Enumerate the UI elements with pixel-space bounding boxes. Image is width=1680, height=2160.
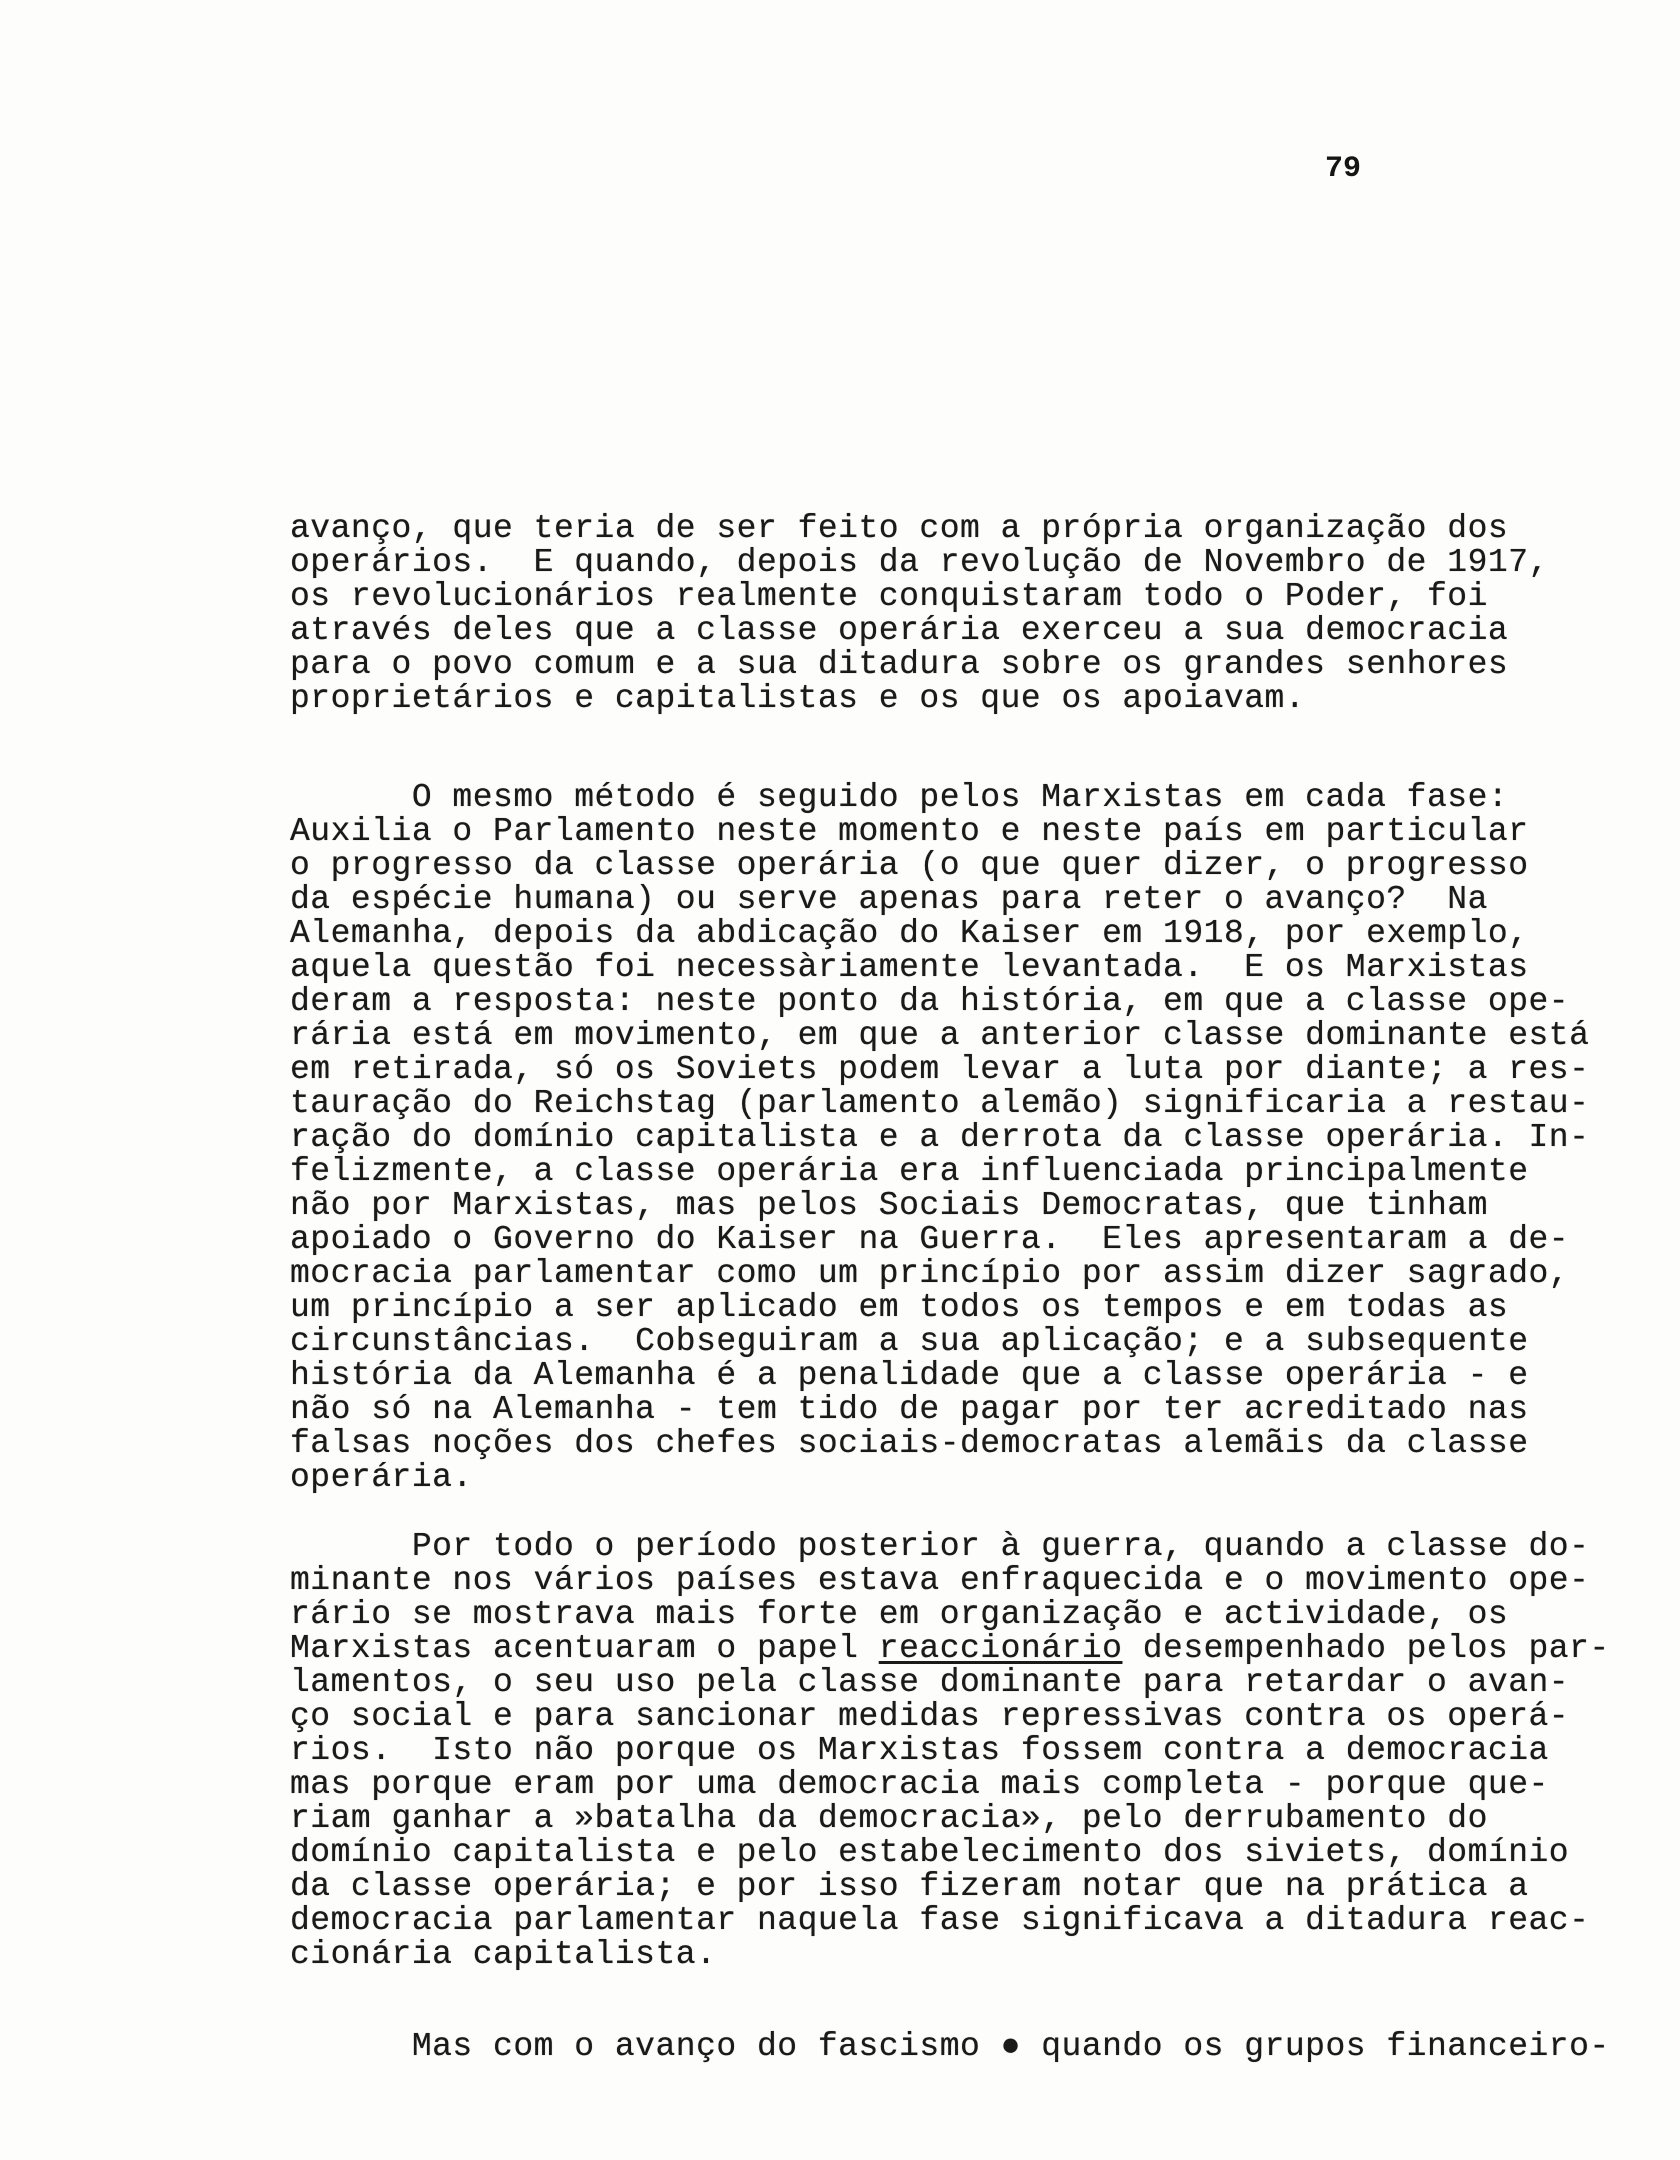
text-line: circunstâncias. Cobseguiram a sua aplicação; e a subsequente (290, 1323, 1529, 1360)
text-line: em retirada, só os Soviets podem levar a luta por diante; a res- (290, 1051, 1590, 1088)
text-line: ração do domínio capitalista e a derrota da classe operária. In- (290, 1119, 1590, 1156)
text-line: rária está em movimento, em que a anterior classe dominante está (290, 1017, 1590, 1054)
text-line: operários. E quando, depois da revolução de Novembro de 1917, (290, 544, 1549, 581)
text-line: apoiado o Governo do Kaiser na Guerra. Eles apresentaram a de- (290, 1221, 1570, 1258)
text-line: os revolucionários realmente conquistaram todo o Poder, foi (290, 578, 1488, 615)
paragraph-2 (290, 781, 1590, 1495)
text-line: operária. (290, 1459, 473, 1496)
text-line: Alemanha, depois da abdicação do Kaiser em 1918, por exemplo, (290, 915, 1529, 952)
text-line: para o povo comum e a sua ditadura sobre os grandes senhores (290, 646, 1509, 683)
paragraph-1 (290, 512, 1590, 716)
text-line: riam ganhar a »batalha da democracia», pelo derrubamento do (290, 1800, 1488, 1837)
text-line: um princípio a ser aplicado em todos os tempos e em todas as (290, 1289, 1509, 1326)
text-line: rios. Isto não porque os Marxistas fossem contra a democracia (290, 1732, 1549, 1769)
text-line: Mas com o avanço do fascismo ● quando os grupos financeiro- (290, 2028, 1610, 2065)
text-line: aquela questão foi necessàriamente levantada. E os Marxistas (290, 949, 1529, 986)
text-line: através deles que a classe operária exerceu a sua democracia (290, 612, 1509, 649)
text-line: não por Marxistas, mas pelos Sociais Democratas, que tinham (290, 1187, 1488, 1224)
text-line: O mesmo método é seguido pelos Marxistas em cada fase: (290, 779, 1509, 816)
text-line: felizmente, a classe operária era influenciada principalmente (290, 1153, 1529, 1190)
text-line: cionária capitalista. (290, 1936, 717, 1973)
text-line: história da Alemanha é a penalidade que a classe operária - e (290, 1357, 1529, 1394)
text-line: deram a resposta: neste ponto da história, em que a classe ope- (290, 983, 1570, 1020)
text-line: avanço, que teria de ser feito com a própria organização dos (290, 510, 1509, 547)
text-line: da classe operária; e por isso fizeram notar que na prática a (290, 1868, 1529, 1905)
text-line: minante nos vários países estava enfraquecida e o movimento ope- (290, 1562, 1590, 1599)
text-line: ço social e para sancionar medidas repressivas contra os operá- (290, 1698, 1570, 1735)
text-line: da espécie humana) ou serve apenas para reter o avanço? Na (290, 881, 1488, 918)
text-line: Marxistas acentuaram o papel reaccionário desempenhado pelos par- (290, 1630, 1610, 1667)
text-line: mas porque eram por uma democracia mais completa - porque que- (290, 1766, 1549, 1803)
text-line: lamentos, o seu uso pela classe dominante para retardar o avan- (290, 1664, 1570, 1701)
text-line: domínio capitalista e pelo estabelecimento dos siviets, domínio (290, 1834, 1570, 1871)
text-line: rário se mostrava mais forte em organização e actividade, os (290, 1596, 1509, 1633)
underlined-word: reaccionário (878, 1630, 1123, 1667)
text-line: Por todo o período posterior à guerra, quando a classe do- (290, 1528, 1590, 1565)
paragraph-4 (290, 2028, 1610, 2065)
page-number: 79 (1325, 152, 1362, 186)
text-line: democracia parlamentar naquela fase significava a ditadura reac- (290, 1902, 1590, 1939)
paragraph-3 (290, 1528, 1610, 1973)
text-line: proprietários e capitalistas e os que os apoiavam. (290, 680, 1306, 717)
text-line: mocracia parlamentar como um princípio por assim dizer sagrado, (290, 1255, 1570, 1292)
text-line: tauração do Reichstag (parlamento alemão) significaria a restau- (290, 1085, 1590, 1122)
text-line: falsas noções dos chefes sociais-democratas alemãis da classe (290, 1425, 1529, 1462)
text-line: o progresso da classe operária (o que quer dizer, o progresso (290, 847, 1529, 884)
text-line: Auxilia o Parlamento neste momento e neste país em particular (290, 813, 1529, 850)
text-line: não só na Alemanha - tem tido de pagar por ter acreditado nas (290, 1391, 1529, 1428)
